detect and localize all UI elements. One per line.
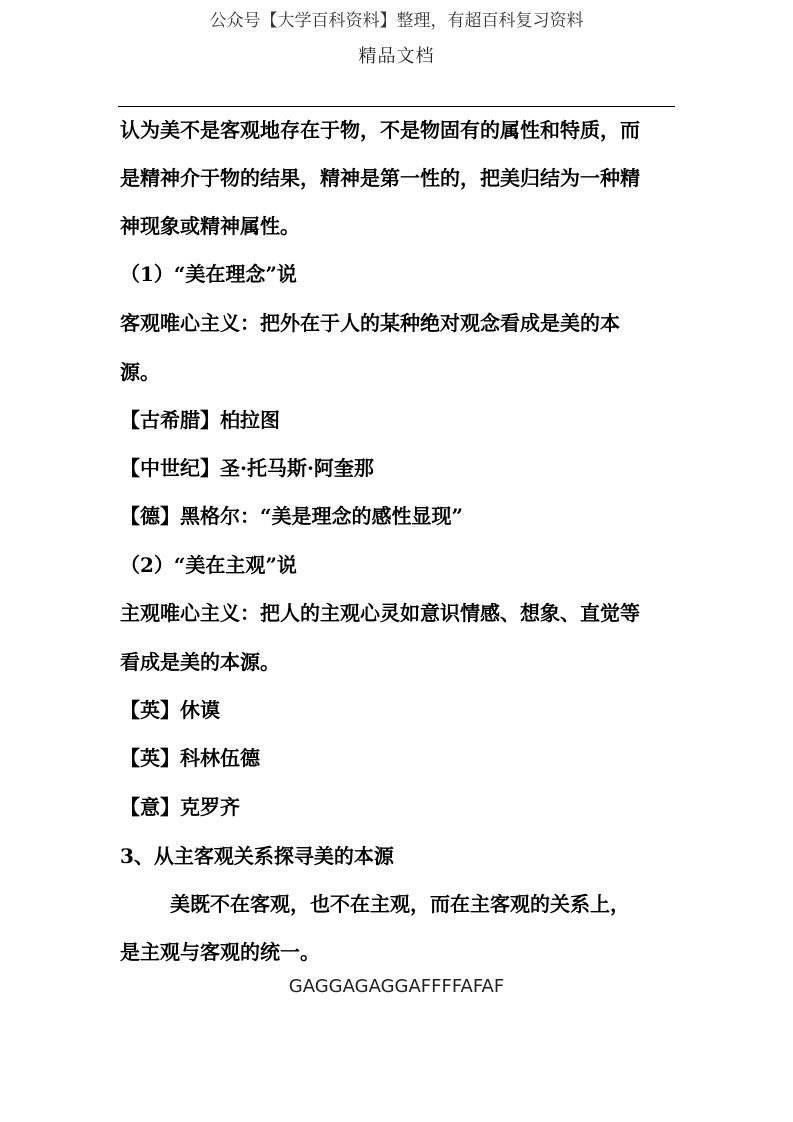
list-item-aquinas: 【中世纪】圣·托马斯·阿奎那 [120, 456, 374, 480]
body-line-5: 客观唯心主义：把外在于人的某种绝对观念看成是美的本 [120, 311, 620, 335]
header-divider [118, 106, 675, 107]
section-heading-3: 3、从主客观关系探寻美的本源 [120, 844, 394, 868]
body-line-3: 神现象或精神属性。 [120, 214, 300, 238]
list-item-collingwood: 【英】科林伍德 [120, 746, 260, 770]
list-item-croce: 【意】克罗齐 [120, 795, 240, 819]
header-title: 精品文档 [358, 46, 435, 67]
list-item-plato: 【古希腊】柏拉图 [120, 408, 280, 432]
footer-code: GAGGAGAGGAFFFFAFAF [288, 976, 505, 997]
header-source-line: 公众号【大学百科资料】整理，有超百科复习资料 [209, 11, 584, 31]
body-line-11: 主观唯心主义：把人的主观心灵如意识情感、想象、直觉等 [120, 601, 640, 625]
body-line-1: 认为美不是客观地存在于物，不是物固有的属性和特质，而 [120, 118, 640, 142]
body-line-indented: 美既不在客观，也不在主观，而在主客观的关系上， [170, 892, 630, 916]
list-item-hegel: 【德】黑格尔：“美是理念的感性显现” [120, 504, 464, 528]
section-heading-idea: （1）“美在理念”说 [120, 262, 297, 286]
body-line-6: 源。 [120, 360, 160, 384]
body-line-2: 是精神介于物的结果，精神是第一性的，把美归结为一种精 [120, 166, 640, 190]
body-line-18: 是主观与客观的统一。 [120, 940, 320, 964]
body-line-12: 看成是美的本源。 [120, 650, 280, 674]
list-item-hume: 【英】休谟 [120, 698, 220, 722]
section-heading-subjective: （2）“美在主观”说 [120, 553, 297, 577]
